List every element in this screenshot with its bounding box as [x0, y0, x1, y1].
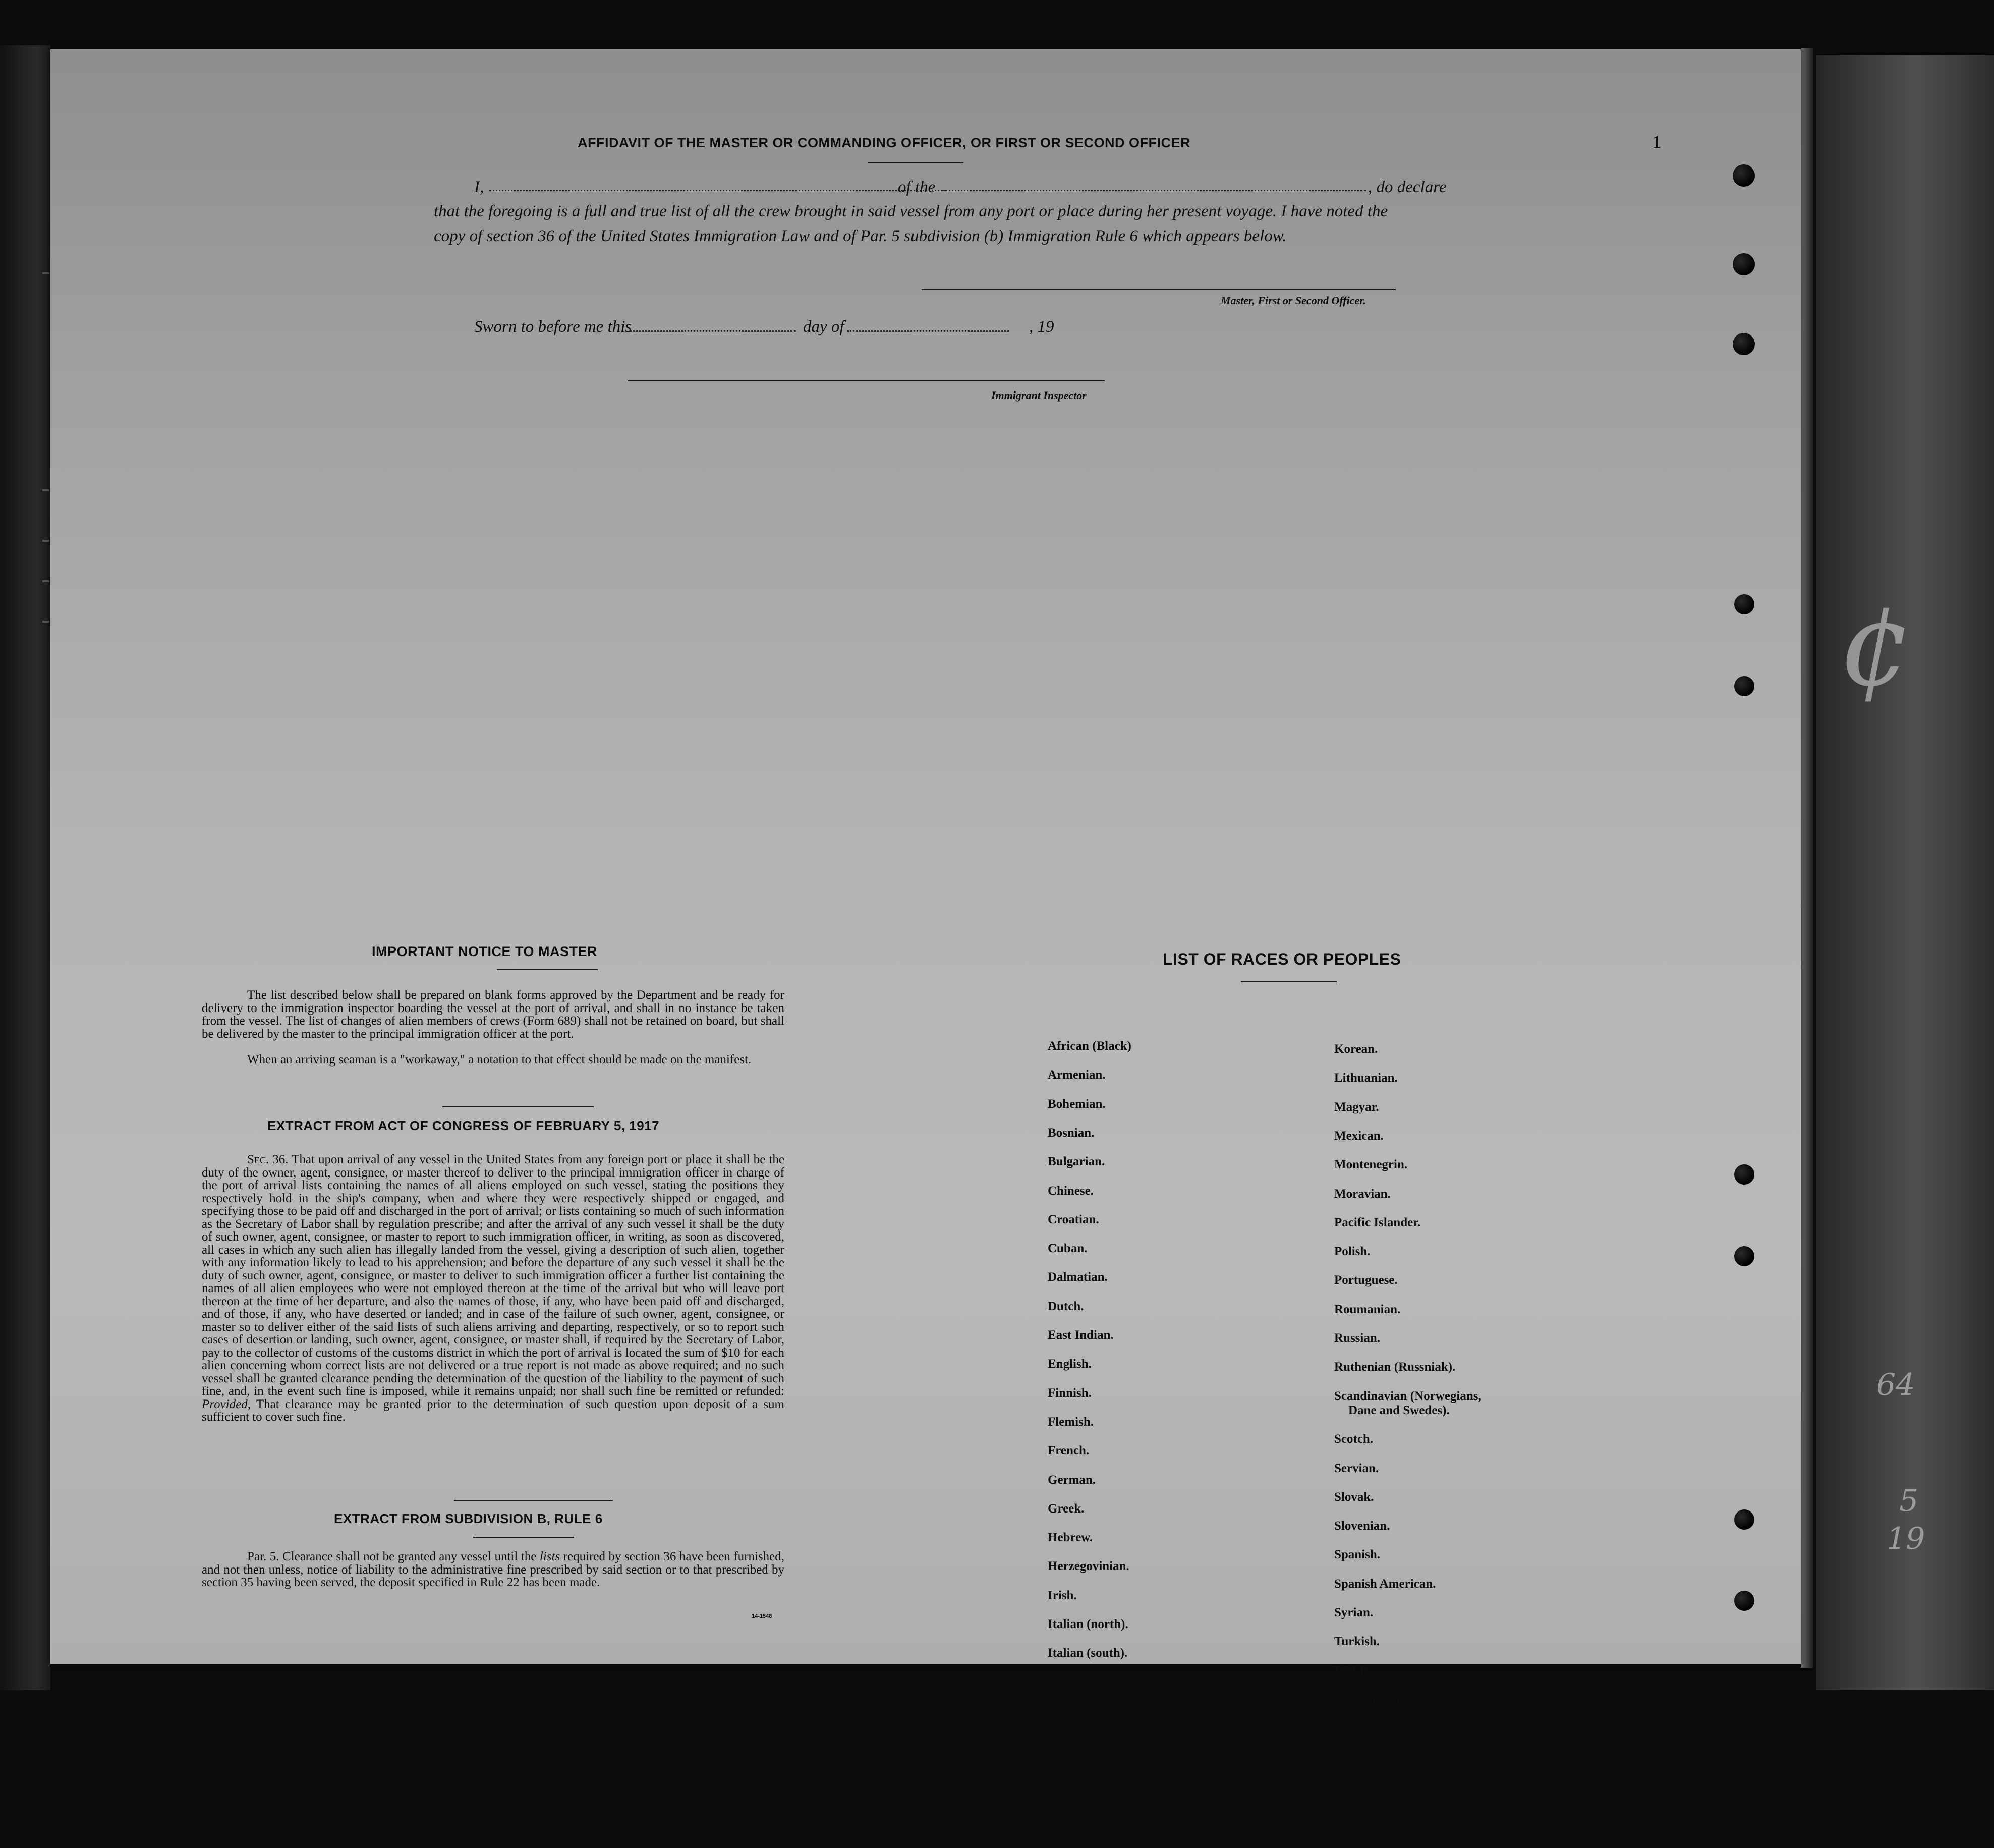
race-item: Polish. — [1334, 1245, 1371, 1259]
race-item: Greek. — [1048, 1501, 1085, 1516]
race-item: Syrian. — [1334, 1606, 1374, 1619]
race-item: Korean. — [1334, 1042, 1378, 1056]
punch-hole — [1734, 594, 1754, 614]
race-item: Bosnian. — [1048, 1126, 1095, 1140]
title-underline — [868, 162, 963, 163]
act-extract-text-end: That clearance may be granted prior to the determination of such question upon deposit of a sum sufficient to cover such fine. — [202, 1397, 784, 1424]
races-heading: LIST OF RACES OR PEOPLES — [1163, 950, 1401, 968]
edge-tick — [42, 621, 49, 623]
race-item: Servian. — [1334, 1461, 1379, 1475]
rule-extract-text-b: required by section 36 have been furnished, and not then unless, notice of liability to the administrative fine prescribed by said section or to that prescribed by section 35 having been served, the deposit specified in Rule 22 has been made. — [202, 1550, 785, 1589]
race-item: Spanish American. — [1334, 1577, 1436, 1591]
race-item: Armenian. — [1048, 1068, 1106, 1082]
race-item: Ruthenian (Russniak). — [1334, 1360, 1456, 1374]
race-item: Scotch. — [1334, 1432, 1374, 1446]
race-item: Croatian. — [1048, 1212, 1099, 1226]
master-caption: Master, First or Second Officer. — [1221, 294, 1366, 307]
race-item: Roumanian. — [1334, 1302, 1401, 1316]
master-signature-line — [922, 289, 1396, 290]
handwritten-mark: ¢ — [1839, 578, 1913, 712]
edge-tick — [42, 489, 49, 491]
vessel-blank-line — [942, 190, 1366, 191]
edge-tick — [42, 272, 49, 274]
handwritten-mark: 19 — [1887, 1521, 1925, 1556]
month-blank — [847, 330, 1009, 332]
rule-extract-text-a: Par. 5. Clearance shall not be granted any vessel until the — [247, 1550, 537, 1563]
race-item: Russian. — [1334, 1331, 1381, 1345]
handwritten-mark: 64 — [1876, 1367, 1915, 1403]
notice-paragraph-2: When an arriving seaman is a "workaway," a notation to that effect should be made on the manifest. — [247, 1053, 752, 1067]
race-item: Dalmatian. — [1048, 1270, 1108, 1284]
race-item: Italian (north). — [1048, 1617, 1128, 1631]
punch-hole — [1734, 1591, 1754, 1611]
provided-word: Provided, — [202, 1397, 251, 1411]
race-item: Bulgarian. — [1048, 1155, 1105, 1169]
inspector-caption: Immigrant Inspector — [991, 389, 1087, 402]
affidavit-line-2: that the foregoing is a full and true list of all the crew brought in said vessel from any port or place during her present voyage. I have noted the — [434, 202, 1388, 220]
binder-spine — [1816, 55, 1994, 1690]
sec-36-label: Sec. 36. — [247, 1153, 289, 1166]
punch-hole — [1733, 333, 1755, 355]
race-item: Irish. — [1048, 1588, 1077, 1602]
race-item: Japanese. — [1048, 1675, 1100, 1689]
of-the-label: of the — [898, 178, 936, 196]
year-label: , 19 — [1029, 318, 1054, 336]
inspector-signature-line — [628, 380, 1105, 381]
lists-word: lists — [539, 1550, 560, 1563]
name-blank-line — [489, 190, 946, 191]
rule-extract-body — [202, 1550, 784, 1589]
races-underline — [1241, 981, 1337, 982]
race-item: East Indian. — [1048, 1328, 1114, 1342]
race-item: Cuban. — [1048, 1242, 1088, 1256]
race-item: French. — [1048, 1444, 1090, 1458]
punch-hole — [1733, 164, 1755, 187]
race-item: Chinese. — [1048, 1184, 1094, 1198]
affidavit-line-3: copy of section 36 of the United States Immigration Law and of Par. 5 subdivision (b) Immigration Rule 6 which appears below. — [434, 227, 1287, 245]
race-item: Dutch. — [1048, 1299, 1084, 1313]
race-item: Dane and Swedes). — [1348, 1403, 1450, 1417]
race-item: African (Black) — [1048, 1039, 1131, 1053]
race-item: English. — [1048, 1357, 1092, 1371]
punch-hole — [1734, 1246, 1754, 1266]
race-item: Bohemian. — [1048, 1097, 1106, 1111]
race-item: Italian (south). — [1048, 1646, 1128, 1660]
race-item: West Indian (except Cuban). — [1334, 1692, 1489, 1706]
race-item: Herzegovinian. — [1048, 1559, 1129, 1574]
race-item: Scandinavian (Norwegians, — [1334, 1389, 1482, 1403]
rule-extract-heading: EXTRACT FROM SUBDIVISION B, RULE 6 — [334, 1511, 603, 1526]
notice-heading: IMPORTANT NOTICE TO MASTER — [372, 944, 597, 959]
race-item: Montenegrin. — [1334, 1158, 1408, 1172]
affidavit-title: AFFIDAVIT OF THE MASTER OR COMMANDING OFFICER, OR FIRST OR SECOND OFFICER — [578, 135, 1190, 150]
act-extract-text: That upon arrival of any vessel in the United States from any foreign port or place it shall be the duty of the owner, agent, consignee, or master thereof to deliver to the principal immigration officer in charge of the port of arrival lists containing the names of all aliens employed on such vessel, stating the positions they respectively hold in the ship's company, when and where they were respectively shipped or engaged, and specifying those to be paid off and discharged in the port of arrival; or lists containing so much of such information as the Secretary of Labor shall by regulation prescribe; and after the arrival of any such vessel it shall be the duty of such owner, agent, consignee, or master to report to such immigration officer, in writing, as soon as discovered, all cases in which any such alien has illegally landed from the vessel, giving a description of such alien, together with any information likely to lead to his apprehension; and before the departure of any such vessel it shall be the duty of such owner, agent, consignee, or master to deliver to such immigration officer a further list containing the names of all alien employees who were not employed thereon at the time of the arrival but who will leave port thereon at the time of her departure, and also the names of those, if any, who have been paid off and discharged, and of those, if any, who have deserted or landed; and in case of the failure of such owner, agent, consignee, or master so to deliver either of the said lists of such aliens arriving and departing, respectively, or so to report such cases of desertion or landing, such owner, agent, consignee, or master shall, if required by the Secretary of Labor, pay to the collector of customs of the customs district in which the port of arrival is located the sum of $10 for each alien concerning whom correct lists are not delivered or a true report is not made as above required; and no such vessel shall be granted clearance pending the determination of the question of the liability to the payment of such fine, and, in the event such fine is imposed, while it remains unpaid; nor shall such fine be remitted or refunded: — [202, 1153, 784, 1398]
edge-tick — [42, 580, 49, 582]
i-label: I, — [474, 178, 484, 196]
notice-paragraph-1: The list described below shall be prepared on blank forms approved by the Department and be ready for delivery to the immigration inspector boarding the vessel at the port of arrival, and shall in no instance be taken from the vessel. The list of changes of alien members of crews (Form 689) shall not be retained on board, but shall be delivered by the master to the principal immigration officer at the port. — [202, 988, 784, 1041]
race-item: Moravian. — [1334, 1187, 1391, 1201]
race-item: German. — [1048, 1473, 1096, 1487]
left-page-edge — [0, 45, 50, 1690]
race-item: Slovenian. — [1334, 1519, 1390, 1533]
notice-underline — [497, 969, 598, 970]
page-number: 1 — [1652, 132, 1661, 152]
document-page — [50, 49, 1801, 1706]
punch-hole — [1734, 1509, 1754, 1530]
act-extract-body — [202, 1153, 784, 1424]
race-item: Pacific Islander. — [1334, 1215, 1421, 1229]
day-of-label: day of — [803, 318, 844, 336]
punch-hole — [1733, 253, 1755, 275]
punch-hole — [1734, 1164, 1754, 1185]
race-item: Magyar. — [1334, 1100, 1379, 1114]
handwritten-mark: 5 — [1899, 1483, 1919, 1519]
race-item: Welsh. — [1334, 1663, 1371, 1677]
race-item: Slovak. — [1334, 1490, 1374, 1504]
form-number: 14-1548 — [752, 1613, 772, 1619]
sworn-label: Sworn to before me this — [474, 318, 632, 336]
sworn-day-blank — [630, 330, 796, 332]
race-item: Mexican. — [1334, 1129, 1384, 1143]
race-item: Hebrew. — [1048, 1531, 1093, 1545]
act-extract-heading: EXTRACT FROM ACT OF CONGRESS OF FEBRUARY 5, 1917 — [267, 1118, 660, 1133]
notice-separator — [442, 1106, 594, 1107]
punch-hole — [1734, 676, 1754, 696]
do-declare-label: , do declare — [1368, 178, 1447, 196]
edge-tick — [42, 540, 49, 542]
race-item: Portuguese. — [1334, 1273, 1398, 1287]
race-item: Spanish. — [1334, 1548, 1381, 1562]
race-item: Turkish. — [1334, 1635, 1380, 1649]
race-item: Lithuanian. — [1334, 1071, 1398, 1085]
page-edge-shadow — [1801, 48, 1813, 1668]
race-item: Flemish. — [1048, 1415, 1094, 1429]
act-separator — [454, 1500, 613, 1501]
race-item: Finnish. — [1048, 1386, 1092, 1400]
rule-underline — [473, 1537, 574, 1538]
